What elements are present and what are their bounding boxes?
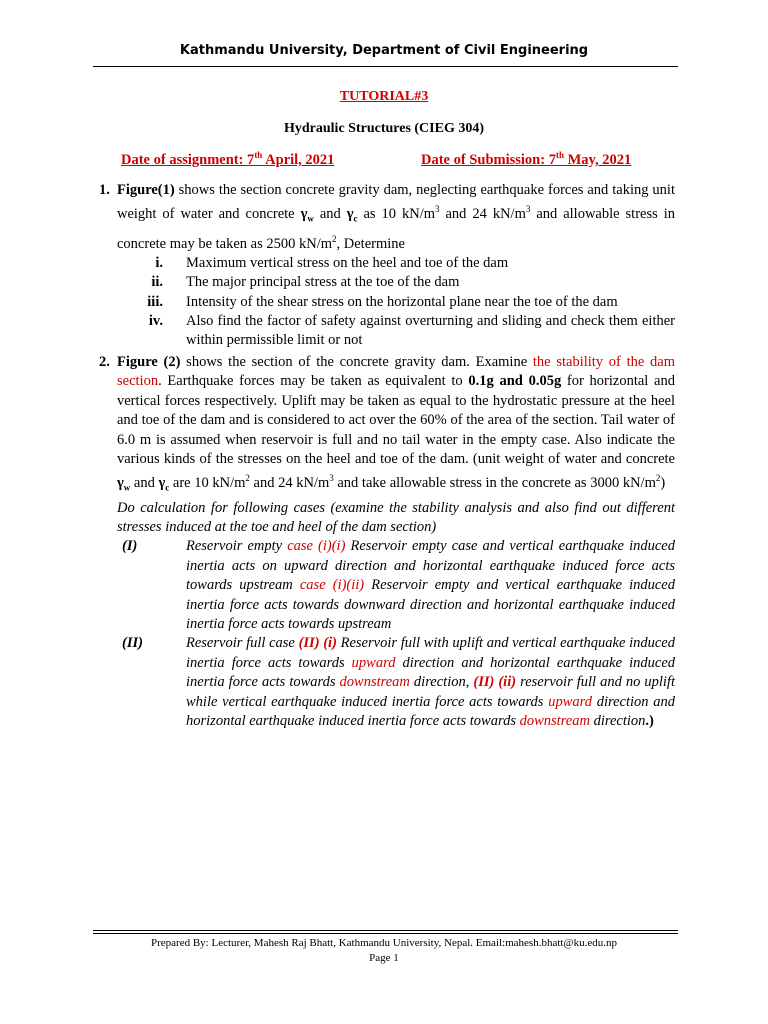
tutorial-title: TUTORIAL#3	[339, 89, 429, 104]
question-2-number: 2.	[99, 354, 110, 370]
submission-date: Date of Submission: 7th May, 2021	[421, 150, 632, 168]
q1-item: i. Maximum vertical stress on the heel and toe of the dam	[155, 254, 509, 271]
q1-item: iv. Also find the factor of safety against overturning and sliding and check them either within permissible limit or not	[148, 312, 675, 349]
assignment-date: Date of assignment: 7th April, 2021	[121, 150, 335, 168]
q2-instruction: Do calculation for following cases (examine the stability analysis and also find out different stresses induced at the toe and heel of the dam section)	[117, 499, 675, 535]
document-header: Kathmandu University, Department of Civil Engineering	[179, 43, 589, 58]
q1-item: ii. The major principal stress at the toe of the dam	[151, 274, 460, 291]
footer-divider	[93, 930, 678, 931]
q2-case-2: (II) Reservoir full case (II) (i) Reservoir full with uplift and vertical earthquake induced inertia force acts towards upward direction and horizontal earthquake induced inertia force acts towards downstream direction, (II) (ii) reservoir full and no uplift while vertical earthquake induced inertia force acts towards upward direction and horizontal earthquake induced inertia force acts towards downstream direction.)	[122, 635, 675, 730]
course-title: Hydraulic Structures (CIEG 304)	[283, 121, 484, 136]
footer-divider-thin	[93, 933, 678, 934]
question-1	[99, 181, 675, 351]
footer-prepared-by: Prepared By: Lecturer, Mahesh Raj Bhatt, Kathmandu University, Nepal. Email:mahesh.bhatt@ku.edu.np	[151, 937, 617, 949]
question-1-text: Figure(1) shows the section concrete gravity dam, neglecting earthquake forces and taking unit weight of water and concrete $\gamma_w$ and $\gamma_c$ as 10 $kN/m^3$ and 24 $kN/m^3$ and allowable stress in concrete may be taken as 2500 $kN/m^2$, Determine	[117, 182, 675, 252]
page-number: Page 1	[369, 952, 399, 964]
question-1-number: 1.	[99, 182, 110, 198]
header-divider	[93, 66, 678, 67]
question-2	[99, 353, 676, 731]
q2-case-1: (I) Reservoir empty case (i)(i) Reservoir empty case and vertical earthquake induced inertia acts on upward direction and horizontal earthquake induced force acts towards upstream case (i)(ii) Reservoir empty and vertical earthquake induced inertia force acts towards downward direction and horizontal earthquake induced inertia force acts towards upstream	[122, 538, 675, 632]
question-2-text: Figure (2) shows the section of the concrete gravity dam. Examine the stability of the dam section. Earthquake forces may be taken as equivalent to 0.1g and 0.05g for horizontal and vertical forces respectively. Uplift may be taken as equal to the hydrostatic pressure at the heel and toe of the dam and is considered to act over the 60% of the area of the section. Tail water of 6.0 m is assumed when reservoir is full and no tail water in the empty case. Also indicate the various kinds of the stresses on the heel and toe of the dam. (unit weight of water and concrete $\gamma_w$ and $\gamma_c$ are 10 $kN/m^2$ and 24 $kN/m^3$ and take allowable stress in the concrete as 3000 $kN/m^2$)	[117, 354, 676, 494]
q1-item: iii. Intensity of the shear stress on the horizontal plane near the toe of the dam	[147, 293, 618, 310]
